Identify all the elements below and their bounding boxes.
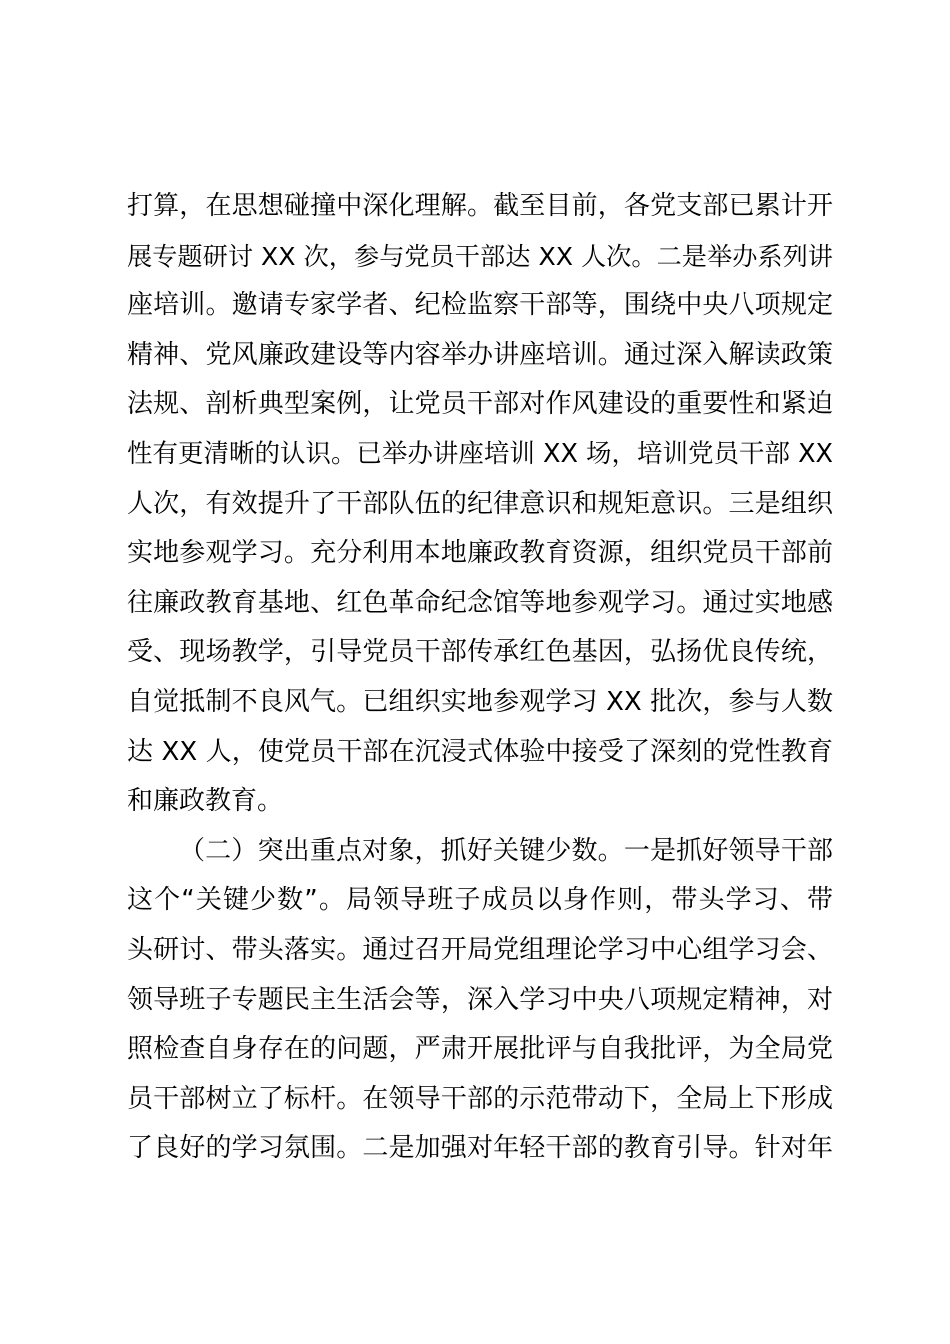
document-body	[127, 182, 833, 1174]
text-line-7: 人次，有效提升了干部队伍的纪律意识和规矩意识。三是组织	[127, 488, 833, 519]
text-line-4: 精神、党风廉政建设等内容举办讲座培训。通过深入解读政策	[127, 339, 833, 370]
text-line-3: 座培训。邀请专家学者、纪检监察干部等，围绕中央八项规定	[127, 290, 833, 321]
text-line-9: 往廉政教育基地、红色革命纪念馆等地参观学习。通过实地感	[127, 587, 833, 618]
text-line-14-section-heading: （二）突出重点对象，抓好关键少数。一是抓好领导干部	[179, 835, 833, 866]
text-line-11: 自觉抵制不良风气。已组织实地参观学习 XX 批次，参与人数	[127, 686, 833, 717]
text-line-1: 打算，在思想碰撞中深化理解。截至目前，各党支部已累计开	[127, 191, 833, 221]
text-line-18: 照检查自身存在的问题，严肃开展批评与自我批评，为全局党	[127, 1034, 833, 1065]
text-line-15: 这个“关键少数”。局领导班子成员以身作则，带头学习、带	[127, 885, 833, 916]
text-line-20: 了良好的学习氛围。二是加强对年轻干部的教育引导。针对年	[127, 1133, 833, 1164]
text-line-19: 员干部树立了标杆。在领导干部的示范带动下，全局上下形成	[127, 1083, 833, 1114]
text-line-8: 实地参观学习。充分利用本地廉政教育资源，组织党员干部前	[127, 538, 833, 569]
text-line-5: 法规、剖析典型案例，让党员干部对作风建设的重要性和紧迫	[127, 389, 833, 420]
text-line-17: 领导班子专题民主生活会等，深入学习中央八项规定精神，对	[127, 984, 833, 1015]
text-line-2: 展专题研讨 XX 次，参与党员干部达 XX 人次。二是举办系列讲	[127, 241, 833, 271]
text-line-16: 头研讨、带头落实。通过召开局党组理论学习中心组学习会、	[127, 934, 833, 965]
text-line-13: 和廉政教育。	[127, 786, 284, 817]
text-line-12: 达 XX 人，使党员干部在沉浸式体验中接受了深刻的党性教育	[127, 736, 833, 767]
text-line-6: 性有更清晰的认识。已举办讲座培训 XX 场，培训党员干部 XX	[127, 438, 833, 469]
text-line-10: 受、现场教学，引导党员干部传承红色基因，弘扬优良传统，	[127, 637, 833, 668]
